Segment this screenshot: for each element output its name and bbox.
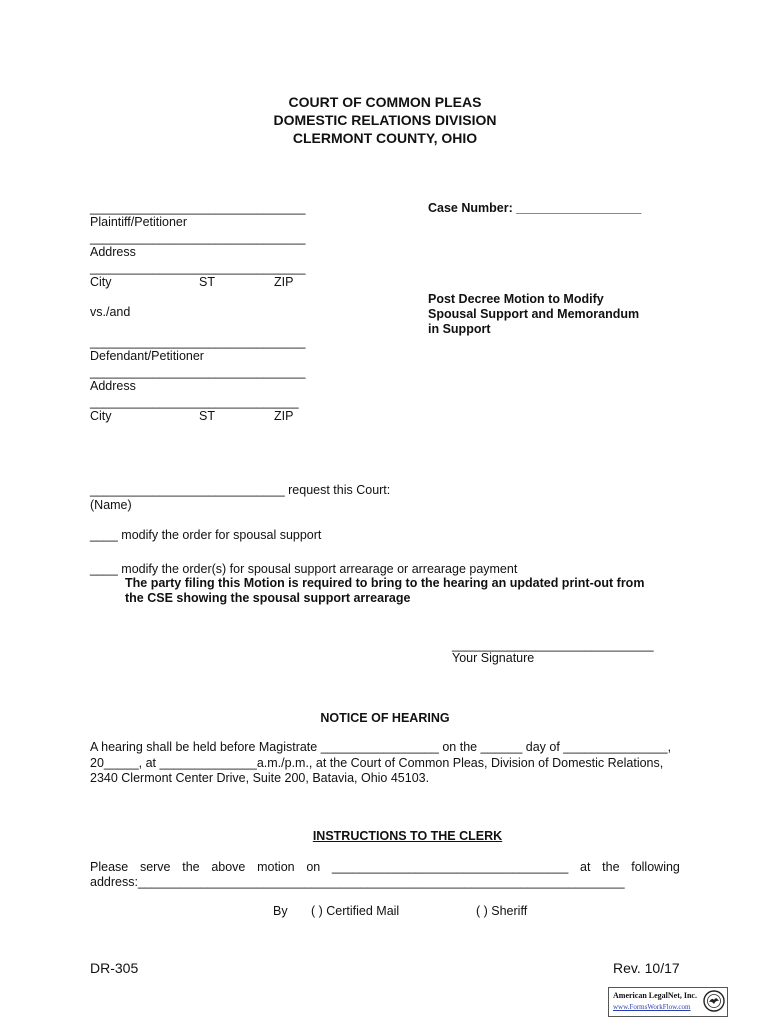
plaintiff-address-line[interactable]: _______________________________ — [90, 231, 306, 245]
defendant-address-label: Address — [90, 379, 136, 393]
word: motion — [257, 860, 295, 874]
versus-label: vs./and — [90, 305, 131, 319]
form-id: DR-305 — [90, 960, 139, 976]
arrearage-note-line1: The party filing this Motion is required to bring to the hearing an updated print-out from — [125, 576, 645, 590]
defendant-label: Defendant/Petitioner — [90, 349, 204, 363]
by-label: By — [273, 904, 288, 918]
eagle-seal-icon — [703, 990, 725, 1012]
word: serve — [139, 860, 171, 874]
signature-label: Your Signature — [452, 651, 535, 665]
sheriff-checkbox[interactable]: ( ) Sheriff — [476, 904, 528, 918]
publisher-website-link[interactable]: www.FormsWorkFlow.com — [613, 1003, 691, 1011]
word: following — [631, 860, 680, 874]
request-court-line[interactable]: ____________________________ request this Court: — [90, 483, 391, 497]
request-name-label: (Name) — [90, 498, 132, 512]
option-modify-order[interactable]: ____ modify the order for spousal support — [90, 528, 322, 542]
plaintiff-name-line[interactable]: _______________________________ — [90, 201, 306, 215]
court-name: COURT OF COMMON PLEAS — [288, 94, 482, 110]
defendant-state-label: ST — [199, 409, 215, 423]
defendant-city-label: City — [90, 409, 112, 423]
word: Please — [90, 860, 129, 874]
plaintiff-state-label: ST — [199, 275, 215, 289]
notice-line1: A hearing shall be held before Magistrate _________________ on the ______ day of _______________, — [90, 740, 672, 754]
motion-title-line2: Spousal Support and Memorandum — [428, 307, 640, 321]
case-number-blank[interactable]: __________________ — [516, 201, 642, 215]
word: the — [602, 860, 620, 874]
notice-line2: 20_____, at ______________a.m./p.m., at the Court of Common Pleas, Division of Domestic Relations, — [90, 756, 664, 770]
arrearage-note-line2: the CSE showing the spousal support arrearage — [125, 591, 411, 605]
notice-of-hearing-title: NOTICE OF HEARING — [320, 711, 450, 725]
notice-line3: 2340 Clermont Center Drive, Suite 200, Batavia, Ohio 45103. — [90, 771, 430, 785]
plaintiff-city-label: City — [90, 275, 112, 289]
serve-on-blank[interactable]: __________________________________ — [331, 860, 569, 874]
plaintiff-label: Plaintiff/Petitioner — [90, 215, 188, 229]
defendant-zip-label: ZIP — [274, 409, 294, 423]
case-number-field[interactable] — [428, 201, 641, 215]
revision-label: Rev. 10/17 — [613, 960, 680, 976]
signature-line[interactable]: _____________________________ — [452, 638, 654, 652]
option-modify-arrearage[interactable]: ____ modify the order(s) for spousal support arrearage or arrearage payment — [90, 562, 518, 576]
word: on — [306, 860, 321, 874]
division-name: DOMESTIC RELATIONS DIVISION — [273, 112, 497, 128]
plaintiff-city-state-zip-line[interactable]: _______________________________ — [90, 261, 306, 275]
word: the — [182, 860, 200, 874]
motion-title-line1: Post Decree Motion to Modify — [428, 292, 604, 306]
word: at — [580, 860, 591, 874]
publisher-logo — [608, 987, 728, 1017]
instructions-title: INSTRUCTIONS TO THE CLERK — [312, 829, 503, 843]
defendant-name-line[interactable]: _______________________________ — [90, 335, 306, 349]
certified-mail-checkbox[interactable]: ( ) Certified Mail — [311, 904, 400, 918]
publisher-name: American LegalNet, Inc. — [613, 991, 697, 1000]
defendant-city-state-zip-line[interactable]: ______________________________ — [90, 395, 299, 409]
plaintiff-zip-label: ZIP — [274, 275, 294, 289]
motion-title-line3: in Support — [428, 322, 491, 336]
case-number-label: Case Number: — [428, 201, 513, 215]
address-line[interactable]: address:______________________________________________________________________ — [90, 875, 625, 889]
county-name: CLERMONT COUNTY, OHIO — [292, 130, 478, 146]
instructions-line1 — [90, 860, 680, 874]
plaintiff-address-label: Address — [90, 245, 136, 259]
word: above — [211, 860, 246, 874]
defendant-address-line[interactable]: _______________________________ — [90, 365, 306, 379]
